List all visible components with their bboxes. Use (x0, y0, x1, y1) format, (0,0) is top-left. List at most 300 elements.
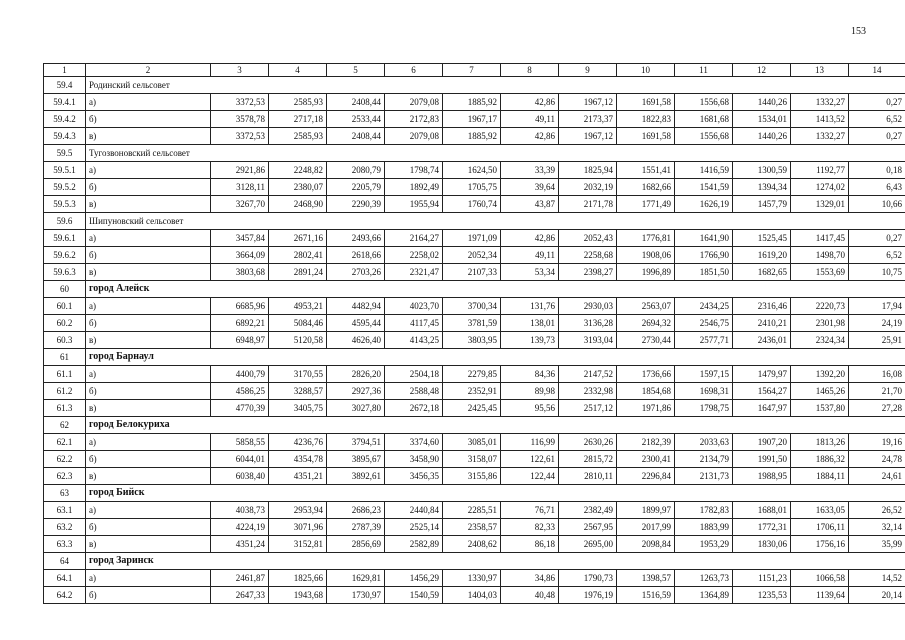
value-cell: 1996,89 (617, 264, 675, 281)
value-cell: 2525,14 (385, 519, 443, 536)
column-header: 10 (617, 64, 675, 77)
row-code: 63.3 (44, 536, 86, 553)
value-cell: 1329,01 (791, 196, 849, 213)
table-row (44, 332, 905, 349)
value-cell: 1825,94 (559, 162, 617, 179)
value-cell: 25,91 (849, 332, 905, 349)
value-cell: 1537,80 (791, 400, 849, 417)
value-cell: 2921,86 (211, 162, 269, 179)
value-cell: 1564,27 (733, 383, 791, 400)
row-label: в) (86, 536, 211, 553)
section-row (44, 213, 905, 230)
value-cell: 3071,96 (269, 519, 327, 536)
value-cell: 1756,16 (791, 536, 849, 553)
value-cell: 6948,97 (211, 332, 269, 349)
value-cell: 1955,94 (385, 196, 443, 213)
row-label: в) (86, 400, 211, 417)
row-label: в) (86, 332, 211, 349)
value-cell: 1456,29 (385, 570, 443, 587)
row-label: б) (86, 383, 211, 400)
row-label: в) (86, 468, 211, 485)
value-cell: 2358,57 (443, 519, 501, 536)
value-cell: 1066,58 (791, 570, 849, 587)
value-cell: 1440,26 (733, 128, 791, 145)
value-cell: 2398,27 (559, 264, 617, 281)
value-cell: 2582,89 (385, 536, 443, 553)
value-cell: 10,75 (849, 264, 905, 281)
value-cell: 0,18 (849, 162, 905, 179)
value-cell: 1730,97 (327, 587, 385, 604)
section-code: 61 (44, 349, 86, 366)
table-row (44, 196, 905, 213)
value-cell: 1991,50 (733, 451, 791, 468)
row-label: в) (86, 128, 211, 145)
value-cell: 1332,27 (791, 94, 849, 111)
value-cell: 1465,26 (791, 383, 849, 400)
value-cell: 2802,41 (269, 247, 327, 264)
section-name: Шипуновский сельсовет (86, 213, 905, 230)
column-header: 8 (501, 64, 559, 77)
header-row (44, 64, 905, 77)
value-cell: 2787,39 (327, 519, 385, 536)
value-cell: 1404,03 (443, 587, 501, 604)
value-cell: 2440,84 (385, 502, 443, 519)
value-cell: 1629,81 (327, 570, 385, 587)
section-code: 64 (44, 553, 86, 570)
value-cell: 2730,44 (617, 332, 675, 349)
value-cell: 1907,20 (733, 434, 791, 451)
value-cell: 1971,86 (617, 400, 675, 417)
value-cell: 2316,46 (733, 298, 791, 315)
value-cell: 1851,50 (675, 264, 733, 281)
value-cell: 2567,95 (559, 519, 617, 536)
value-cell: 1822,83 (617, 111, 675, 128)
value-cell: 1854,68 (617, 383, 675, 400)
value-cell: 34,86 (501, 570, 559, 587)
value-cell: 5858,55 (211, 434, 269, 451)
value-cell: 3155,86 (443, 468, 501, 485)
value-cell: 2380,07 (269, 179, 327, 196)
value-cell: 33,39 (501, 162, 559, 179)
value-cell: 16,08 (849, 366, 905, 383)
column-header: 2 (86, 64, 211, 77)
value-cell: 42,86 (501, 94, 559, 111)
value-cell: 1682,66 (617, 179, 675, 196)
value-cell: 19,16 (849, 434, 905, 451)
value-cell: 1394,34 (733, 179, 791, 196)
table-row (44, 434, 905, 451)
value-cell: 1760,74 (443, 196, 501, 213)
value-cell: 32,14 (849, 519, 905, 536)
value-cell: 1681,68 (675, 111, 733, 128)
value-cell: 1479,97 (733, 366, 791, 383)
value-cell: 3267,70 (211, 196, 269, 213)
value-cell: 4351,24 (211, 536, 269, 553)
value-cell: 3458,90 (385, 451, 443, 468)
value-cell: 6892,21 (211, 315, 269, 332)
value-cell: 2017,99 (617, 519, 675, 536)
row-label: а) (86, 570, 211, 587)
column-header: 5 (327, 64, 385, 77)
row-code: 64.1 (44, 570, 86, 587)
value-cell: 4595,44 (327, 315, 385, 332)
value-cell: 5084,46 (269, 315, 327, 332)
value-cell: 2563,07 (617, 298, 675, 315)
value-cell: 1976,19 (559, 587, 617, 604)
value-cell: 4117,45 (385, 315, 443, 332)
row-code: 64.2 (44, 587, 86, 604)
section-code: 62 (44, 417, 86, 434)
value-cell: 2434,25 (675, 298, 733, 315)
value-cell: 2382,49 (559, 502, 617, 519)
value-cell: 1457,79 (733, 196, 791, 213)
table-row (44, 179, 905, 196)
value-cell: 2098,84 (617, 536, 675, 553)
column-header: 1 (44, 64, 86, 77)
value-cell: 4354,78 (269, 451, 327, 468)
value-cell: 2033,63 (675, 434, 733, 451)
value-cell: 2032,19 (559, 179, 617, 196)
value-cell: 2164,27 (385, 230, 443, 247)
value-cell: 43,87 (501, 196, 559, 213)
value-cell: 1641,90 (675, 230, 733, 247)
table-row (44, 366, 905, 383)
value-cell: 2205,79 (327, 179, 385, 196)
value-cell: 2248,82 (269, 162, 327, 179)
value-cell: 4770,39 (211, 400, 269, 417)
section-name: город Белокуриха (86, 417, 905, 434)
value-cell: 2107,33 (443, 264, 501, 281)
value-cell: 42,86 (501, 230, 559, 247)
value-cell: 1736,66 (617, 366, 675, 383)
value-cell: 53,34 (501, 264, 559, 281)
value-cell: 2717,18 (269, 111, 327, 128)
value-cell: 2461,87 (211, 570, 269, 587)
value-cell: 1967,12 (559, 94, 617, 111)
value-cell: 1263,73 (675, 570, 733, 587)
value-cell: 2468,90 (269, 196, 327, 213)
value-cell: 3456,35 (385, 468, 443, 485)
value-cell: 2352,91 (443, 383, 501, 400)
value-cell: 6685,96 (211, 298, 269, 315)
value-cell: 2517,12 (559, 400, 617, 417)
value-cell: 3405,75 (269, 400, 327, 417)
section-name: город Бийск (86, 485, 905, 502)
value-cell: 3085,01 (443, 434, 501, 451)
table-row (44, 162, 905, 179)
value-cell: 3136,28 (559, 315, 617, 332)
section-row (44, 145, 905, 162)
section-row (44, 349, 905, 366)
value-cell: 2296,84 (617, 468, 675, 485)
value-cell: 1647,97 (733, 400, 791, 417)
value-cell: 2408,62 (443, 536, 501, 553)
value-cell: 1798,74 (385, 162, 443, 179)
value-cell: 2301,98 (791, 315, 849, 332)
row-label: в) (86, 264, 211, 281)
value-cell: 1899,97 (617, 502, 675, 519)
value-cell: 3700,34 (443, 298, 501, 315)
value-cell: 17,94 (849, 298, 905, 315)
value-cell: 4236,76 (269, 434, 327, 451)
value-cell: 4953,21 (269, 298, 327, 315)
value-cell: 1776,81 (617, 230, 675, 247)
value-cell: 2695,00 (559, 536, 617, 553)
row-code: 59.5.3 (44, 196, 86, 213)
value-cell: 3193,04 (559, 332, 617, 349)
value-cell: 10,66 (849, 196, 905, 213)
value-cell: 1971,09 (443, 230, 501, 247)
value-cell: 2618,66 (327, 247, 385, 264)
value-cell: 6,43 (849, 179, 905, 196)
value-cell: 2425,45 (443, 400, 501, 417)
value-cell: 3158,07 (443, 451, 501, 468)
value-cell: 0,27 (849, 94, 905, 111)
value-cell: 2930,03 (559, 298, 617, 315)
row-label: а) (86, 366, 211, 383)
value-cell: 2647,33 (211, 587, 269, 604)
value-cell: 1498,70 (791, 247, 849, 264)
value-cell: 1417,45 (791, 230, 849, 247)
value-cell: 1967,12 (559, 128, 617, 145)
value-cell: 2546,75 (675, 315, 733, 332)
row-label: а) (86, 434, 211, 451)
value-cell: 49,11 (501, 247, 559, 264)
row-label: б) (86, 111, 211, 128)
value-cell: 1300,59 (733, 162, 791, 179)
value-cell: 3803,68 (211, 264, 269, 281)
table-row (44, 230, 905, 247)
value-cell: 3374,60 (385, 434, 443, 451)
row-code: 63.2 (44, 519, 86, 536)
column-header: 4 (269, 64, 327, 77)
value-cell: 2585,93 (269, 94, 327, 111)
value-cell: 1413,52 (791, 111, 849, 128)
value-cell: 1235,53 (733, 587, 791, 604)
value-cell: 1953,29 (675, 536, 733, 553)
value-cell: 2079,08 (385, 94, 443, 111)
value-cell: 2321,47 (385, 264, 443, 281)
row-code: 59.5.1 (44, 162, 86, 179)
value-cell: 3794,51 (327, 434, 385, 451)
value-cell: 6044,01 (211, 451, 269, 468)
value-cell: 3457,84 (211, 230, 269, 247)
value-cell: 2173,37 (559, 111, 617, 128)
row-code: 60.2 (44, 315, 86, 332)
value-cell: 4038,73 (211, 502, 269, 519)
row-label: б) (86, 587, 211, 604)
value-cell: 95,56 (501, 400, 559, 417)
value-cell: 2079,08 (385, 128, 443, 145)
value-cell: 2504,18 (385, 366, 443, 383)
value-cell: 3128,11 (211, 179, 269, 196)
column-header: 12 (733, 64, 791, 77)
value-cell: 82,33 (501, 519, 559, 536)
row-code: 59.5.2 (44, 179, 86, 196)
value-cell: 24,61 (849, 468, 905, 485)
table-row (44, 502, 905, 519)
value-cell: 1540,59 (385, 587, 443, 604)
value-cell: 139,73 (501, 332, 559, 349)
value-cell: 26,52 (849, 502, 905, 519)
column-header: 3 (211, 64, 269, 77)
row-code: 59.6.1 (44, 230, 86, 247)
value-cell: 1626,19 (675, 196, 733, 213)
row-label: б) (86, 315, 211, 332)
row-label: а) (86, 502, 211, 519)
row-code: 60.1 (44, 298, 86, 315)
value-cell: 2686,23 (327, 502, 385, 519)
value-cell: 116,99 (501, 434, 559, 451)
table-row (44, 264, 905, 281)
value-cell: 2810,11 (559, 468, 617, 485)
value-cell: 2080,79 (327, 162, 385, 179)
value-cell: 1766,90 (675, 247, 733, 264)
value-cell: 2220,73 (791, 298, 849, 315)
value-cell: 84,36 (501, 366, 559, 383)
value-cell: 2891,24 (269, 264, 327, 281)
table-row (44, 536, 905, 553)
section-row (44, 553, 905, 570)
value-cell: 1274,02 (791, 179, 849, 196)
row-code: 60.3 (44, 332, 86, 349)
row-label: б) (86, 179, 211, 196)
value-cell: 1885,92 (443, 94, 501, 111)
value-cell: 1192,77 (791, 162, 849, 179)
row-label: б) (86, 451, 211, 468)
value-cell: 1892,49 (385, 179, 443, 196)
row-label: б) (86, 247, 211, 264)
value-cell: 0,27 (849, 128, 905, 145)
value-cell: 1706,11 (791, 519, 849, 536)
value-cell: 1771,49 (617, 196, 675, 213)
value-cell: 2279,85 (443, 366, 501, 383)
table-row (44, 315, 905, 332)
row-label: а) (86, 298, 211, 315)
row-label: в) (86, 196, 211, 213)
row-code: 62.2 (44, 451, 86, 468)
row-code: 62.1 (44, 434, 86, 451)
section-name: город Барнаул (86, 349, 905, 366)
value-cell: 2172,83 (385, 111, 443, 128)
row-label: б) (86, 519, 211, 536)
value-cell: 131,76 (501, 298, 559, 315)
value-cell: 2856,69 (327, 536, 385, 553)
value-cell: 2134,79 (675, 451, 733, 468)
table-row (44, 519, 905, 536)
value-cell: 1553,69 (791, 264, 849, 281)
value-cell: 2408,44 (327, 94, 385, 111)
value-cell: 2182,39 (617, 434, 675, 451)
value-cell: 2171,78 (559, 196, 617, 213)
section-name: город Заринск (86, 553, 905, 570)
value-cell: 2815,72 (559, 451, 617, 468)
value-cell: 1398,57 (617, 570, 675, 587)
value-cell: 1705,75 (443, 179, 501, 196)
value-cell: 1967,17 (443, 111, 501, 128)
value-cell: 1139,64 (791, 587, 849, 604)
value-cell: 2408,44 (327, 128, 385, 145)
table-row (44, 587, 905, 604)
value-cell: 1798,75 (675, 400, 733, 417)
column-header: 14 (849, 64, 905, 77)
row-code: 59.6.3 (44, 264, 86, 281)
row-code: 59.4.3 (44, 128, 86, 145)
value-cell: 40,48 (501, 587, 559, 604)
value-cell: 3170,55 (269, 366, 327, 383)
section-name: город Алейск (86, 281, 905, 298)
value-cell: 1813,26 (791, 434, 849, 451)
section-code: 63 (44, 485, 86, 502)
value-cell: 2324,34 (791, 332, 849, 349)
row-code: 61.3 (44, 400, 86, 417)
value-cell: 3578,78 (211, 111, 269, 128)
value-cell: 3664,09 (211, 247, 269, 264)
value-cell: 3288,57 (269, 383, 327, 400)
value-cell: 3895,67 (327, 451, 385, 468)
value-cell: 2052,43 (559, 230, 617, 247)
value-cell: 4224,19 (211, 519, 269, 536)
row-label: а) (86, 94, 211, 111)
value-cell: 1772,31 (733, 519, 791, 536)
value-cell: 42,86 (501, 128, 559, 145)
table-row (44, 111, 905, 128)
value-cell: 2577,71 (675, 332, 733, 349)
value-cell: 24,78 (849, 451, 905, 468)
column-header: 7 (443, 64, 501, 77)
table-row (44, 383, 905, 400)
column-header: 6 (385, 64, 443, 77)
value-cell: 3781,59 (443, 315, 501, 332)
value-cell: 3372,53 (211, 94, 269, 111)
value-cell: 39,64 (501, 179, 559, 196)
value-cell: 2332,98 (559, 383, 617, 400)
section-row (44, 281, 905, 298)
value-cell: 2285,51 (443, 502, 501, 519)
row-code: 59.4.2 (44, 111, 86, 128)
value-cell: 2300,41 (617, 451, 675, 468)
value-cell: 2585,93 (269, 128, 327, 145)
value-cell: 24,19 (849, 315, 905, 332)
row-label: а) (86, 162, 211, 179)
page-number: 153 (851, 26, 866, 37)
table-row (44, 468, 905, 485)
value-cell: 3803,95 (443, 332, 501, 349)
section-row (44, 77, 905, 94)
value-cell: 2703,26 (327, 264, 385, 281)
value-cell: 2694,32 (617, 315, 675, 332)
column-header: 13 (791, 64, 849, 77)
data-table (43, 63, 905, 604)
column-header: 9 (559, 64, 617, 77)
value-cell: 1332,27 (791, 128, 849, 145)
value-cell: 1782,83 (675, 502, 733, 519)
value-cell: 1619,20 (733, 247, 791, 264)
row-code: 61.2 (44, 383, 86, 400)
value-cell: 1830,06 (733, 536, 791, 553)
value-cell: 4586,25 (211, 383, 269, 400)
section-name: Родинский сельсовет (86, 77, 905, 94)
value-cell: 2052,34 (443, 247, 501, 264)
row-code: 63.1 (44, 502, 86, 519)
section-code: 59.4 (44, 77, 86, 94)
value-cell: 3152,81 (269, 536, 327, 553)
value-cell: 2927,36 (327, 383, 385, 400)
value-cell: 3027,80 (327, 400, 385, 417)
value-cell: 2671,16 (269, 230, 327, 247)
table-row (44, 94, 905, 111)
value-cell: 2147,52 (559, 366, 617, 383)
